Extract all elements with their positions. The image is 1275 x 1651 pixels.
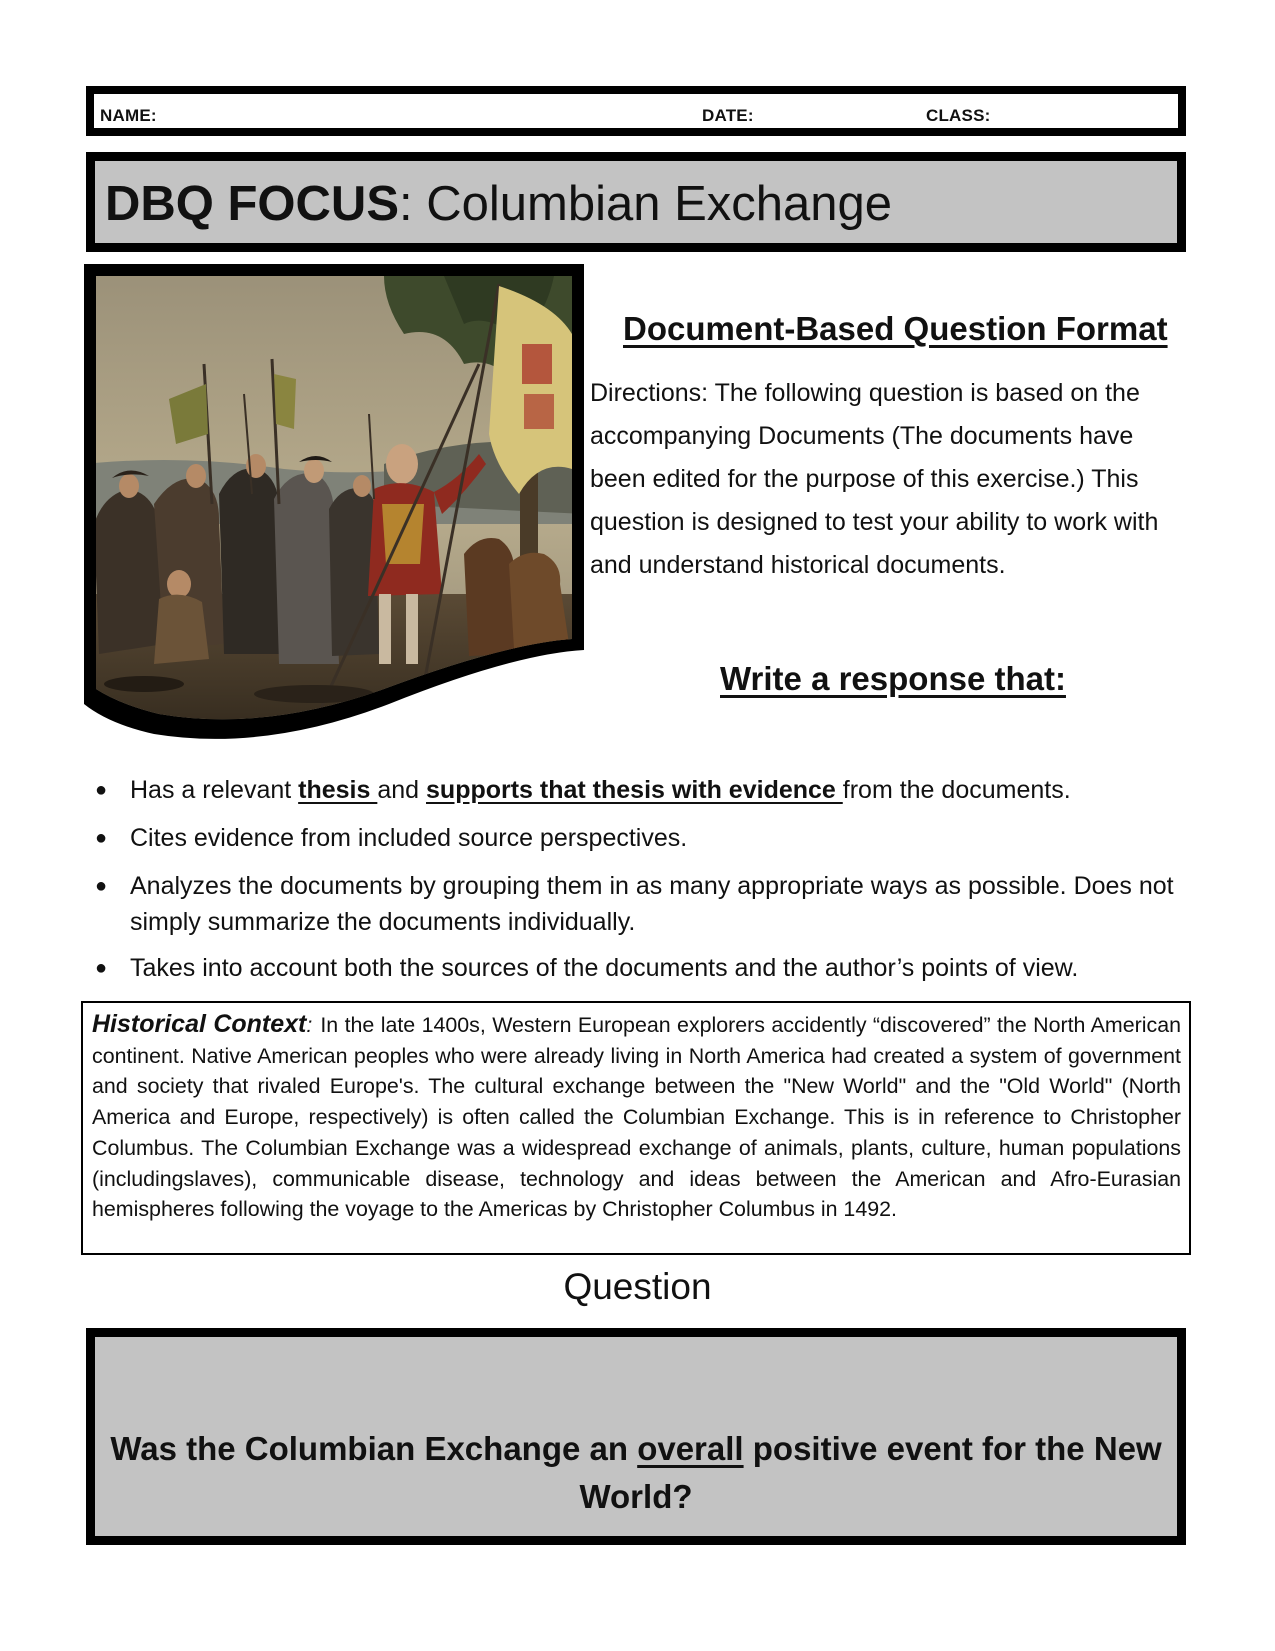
title-banner (86, 152, 1186, 252)
criterion-1-part1: Has a relevant (130, 776, 299, 804)
date-label: DATE: (702, 106, 754, 125)
title-rest: : Columbian Exchange (399, 177, 893, 231)
page-title (105, 174, 892, 234)
criterion-3: Analyzes the documents by grouping them in as many appropriate ways as possible. Does not simply summarize the documents individually. (130, 872, 1174, 936)
columbus-landing-painting (84, 264, 584, 764)
question-heading: Question (563, 1266, 712, 1307)
list-item (95, 820, 1195, 856)
list-item (95, 772, 1195, 808)
criterion-1-part3: from the documents. (842, 776, 1071, 804)
bullet-icon: ● (95, 779, 108, 801)
bullet-icon: ● (95, 875, 108, 897)
name-label: NAME: (100, 106, 157, 125)
criterion-2: Cites evidence from included source perspectives. (130, 824, 688, 852)
directions-text: Directions: The following question is based on the accompanying Documents (The documents have been edited for the purpose of this exercise.) This question is designed to test your ability to work with and understand historical documents. (590, 379, 1159, 579)
bullet-icon: ● (95, 827, 108, 849)
class-label: CLASS: (926, 106, 991, 125)
list-item (95, 868, 1195, 940)
question-part1: Was the Columbian Exchange an (110, 1430, 638, 1467)
bullet-icon: ● (95, 957, 108, 979)
criterion-4: Takes into account both the sources of the documents and the author’s points of view. (130, 954, 1079, 982)
question-text (95, 1425, 1177, 1521)
format-heading: Document-Based Question Format (623, 310, 1168, 347)
response-heading: Write a response that: (720, 660, 1066, 697)
question-emphasis: overall (637, 1430, 744, 1467)
historical-context-colon: : (306, 1013, 313, 1037)
question-part2: positive event for the New World? (579, 1430, 1162, 1515)
criterion-1-part2: and (377, 776, 427, 804)
title-prefix: DBQ FOCUS (105, 177, 399, 231)
list-item (95, 950, 1195, 986)
question-box (86, 1328, 1186, 1545)
evidence-emphasis: supports that thesis with evidence (426, 776, 843, 804)
thesis-emphasis: thesis (298, 776, 378, 804)
historical-context-box (81, 1001, 1191, 1255)
student-info-header (86, 86, 1186, 136)
historical-context-text: In the late 1400s, Western European explorers accidently “discovered” the North American continent. Native American peoples who were already living in North America had created a system of government and society that rivaled Europe's. The cultural exchange between the "New World" and the "Old World" (North America and Europe, respectively) is often called the Columbian Exchange. This is in reference to Christopher Columbus. The Columbian Exchange was a widespread exchange of animals, plants, culture, human populations (includingslaves), communicable disease, technology and ideas between the American and Afro-Eurasian hemispheres following the voyage to the Americas by Christopher Columbus in 1492. (92, 1013, 1181, 1222)
historical-context-label: Historical Context (92, 1010, 307, 1038)
criteria-list (95, 772, 1195, 998)
